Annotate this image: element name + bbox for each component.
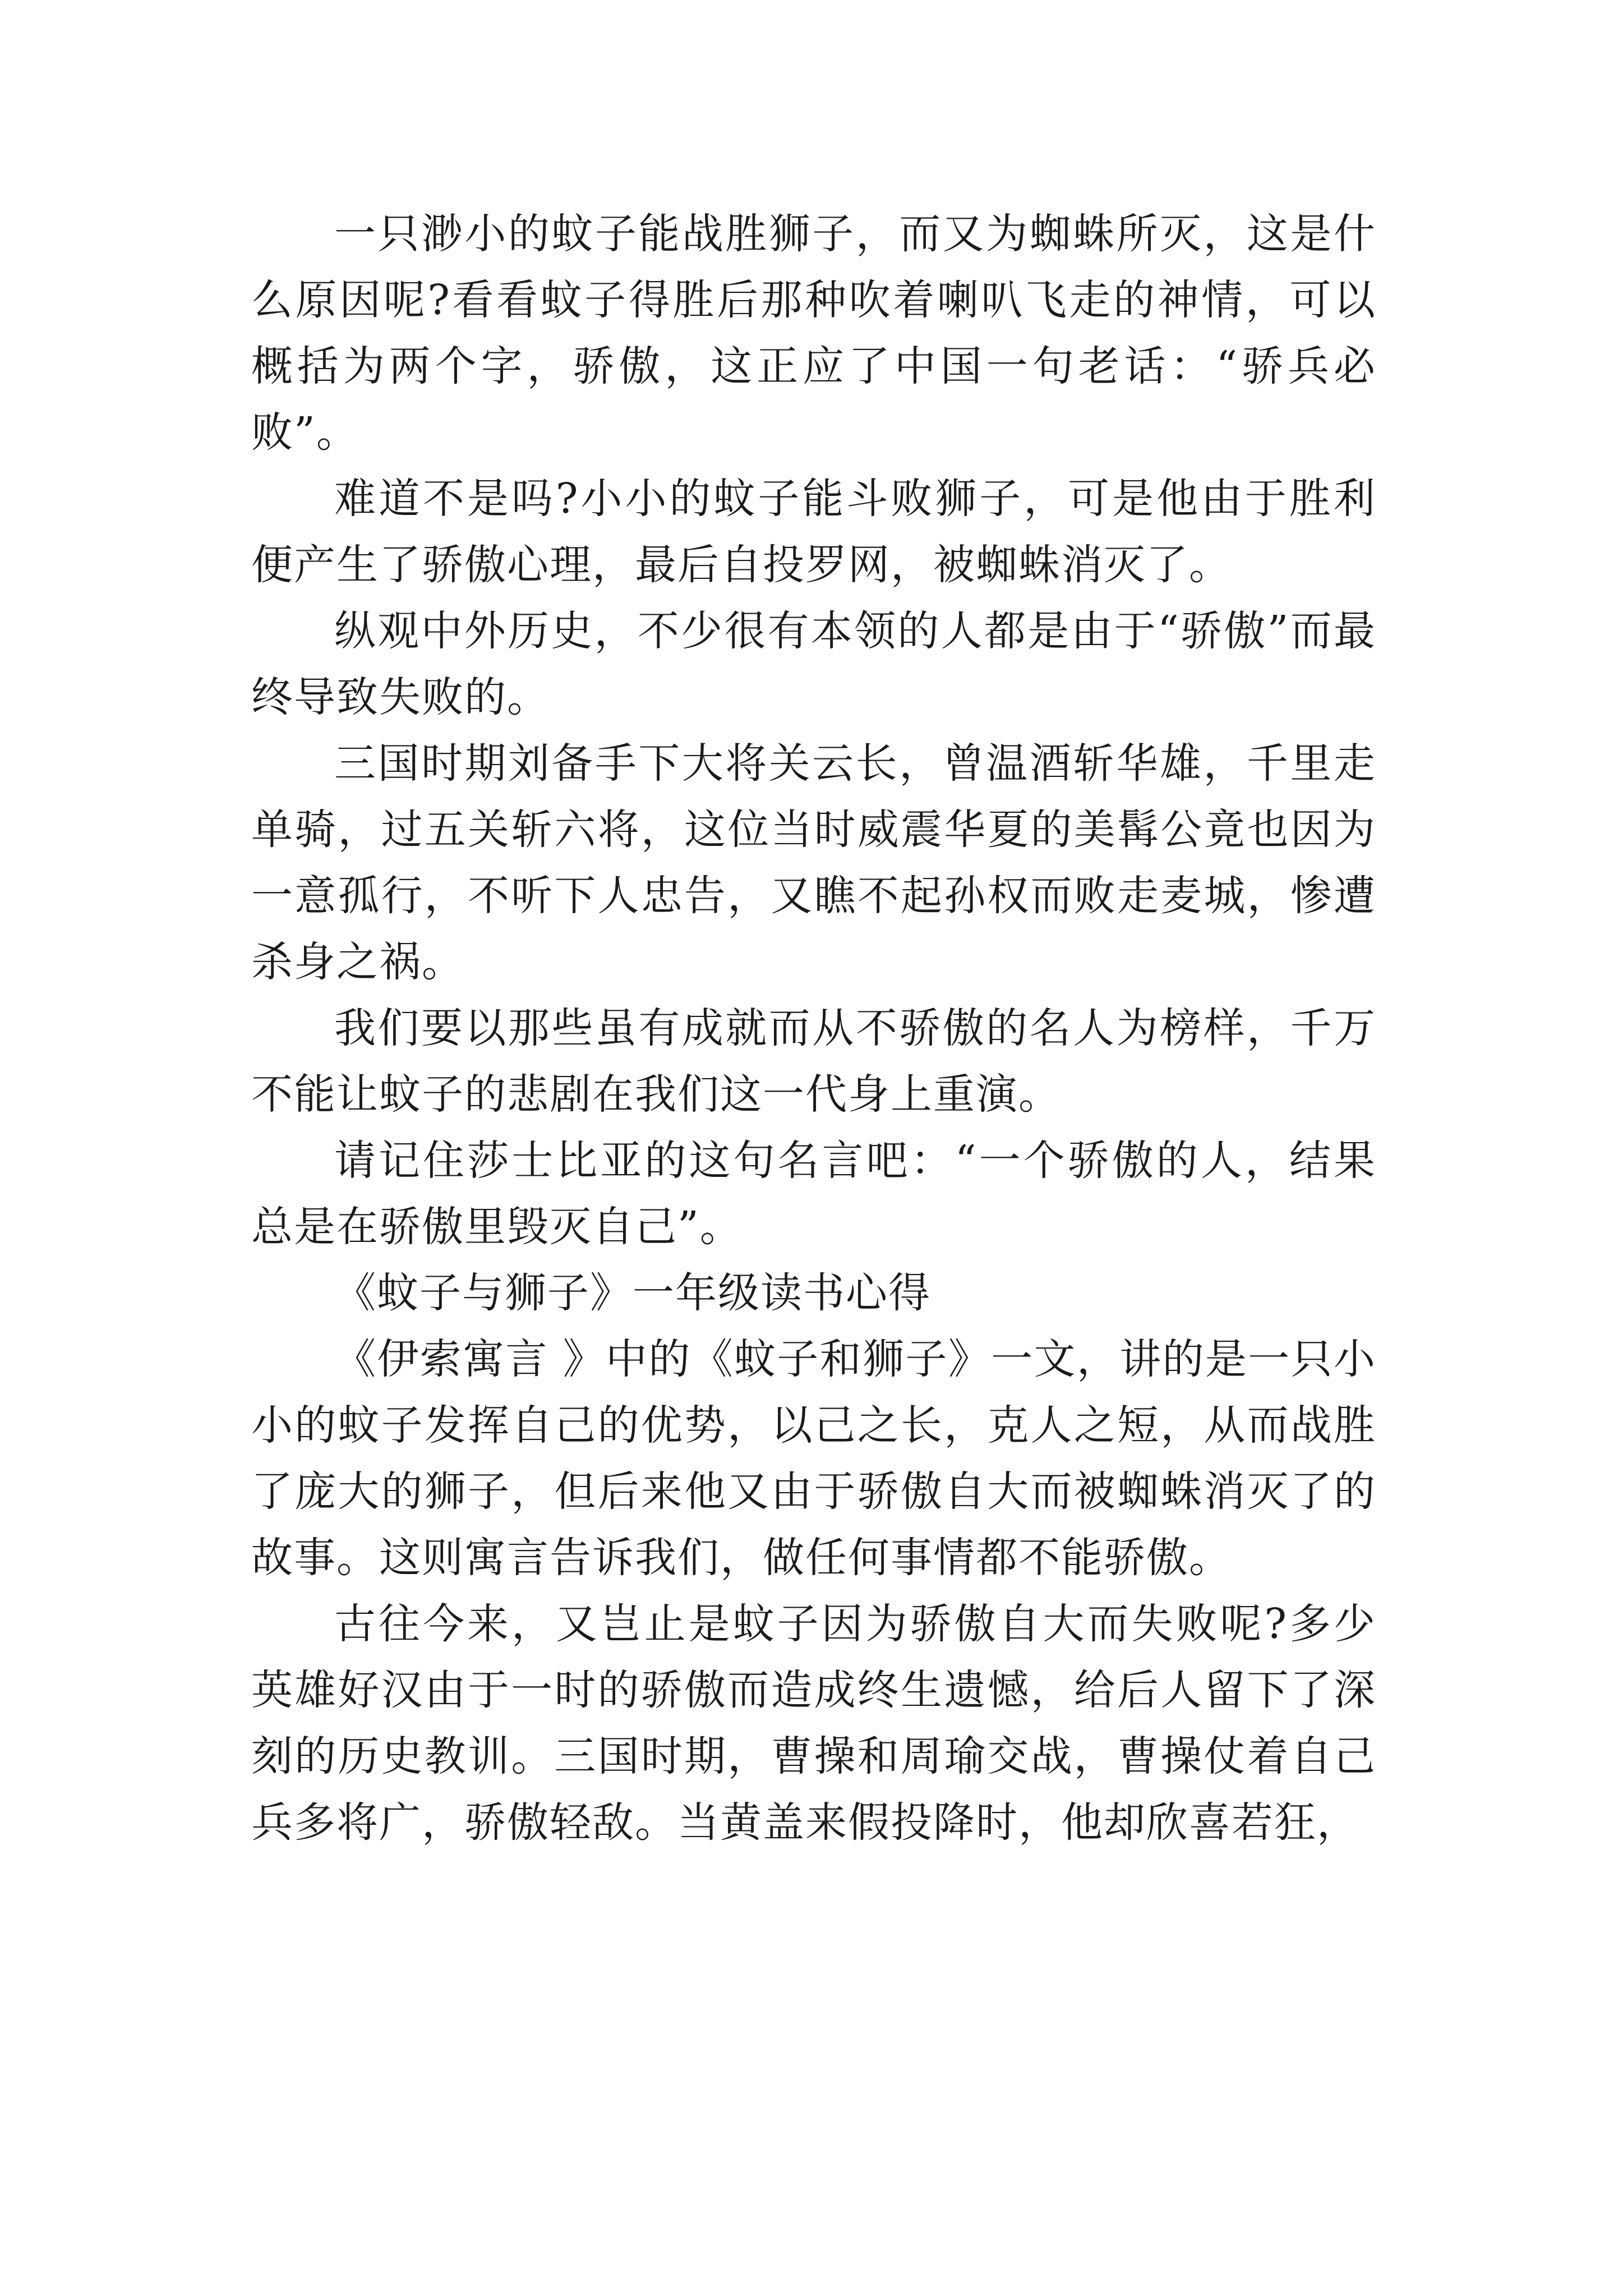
paragraph-6: 请记住莎士比亚的这句名言吧：“一个骄傲的人，结果总是在骄傲里毁灭自己”。 [251, 1137, 1376, 1251]
paragraph-7: 《伊索寓言 》中的《蚊子和狮子》一文，讲的是一只小小的蚊子发挥自己的优势，以己之长，克人之短，从而战胜了庞大的狮子，但后来他又由于骄傲自大而被蜘蛛消灭了的故事。这则寓言告诉我们，做任何事情都不能骄傲。 [251, 1335, 1376, 1582]
paragraph-2: 难道不是吗?小小的蚊子能斗败狮子，可是他由于胜利便产生了骄傲心理，最后自投罗网，被蜘蛛消灭了。 [251, 475, 1376, 589]
paragraph-8: 古往今来，又岂止是蚊子因为骄傲自大而失败呢?多少英雄好汉由于一时的骄傲而造成终生遗憾，给后人留下了深刻的历史教训。三国时期，曹操和周瑜交战，曹操仗着自己兵多将广，骄傲轻敌。当黄盖来假投降时，他却欣喜若狂， [251, 1600, 1376, 1847]
paragraph-4: 三国时期刘备手下大将关云长，曾温酒斩华雄，千里走单骑，过五关斩六将，这位当时威震华夏的美髯公竟也因为一意孤行，不听下人忠告，又瞧不起孙权而败走麦城，惨遭杀身之祸。 [251, 739, 1376, 986]
paragraph-1: 一只渺小的蚊子能战胜狮子，而又为蜘蛛所灭，这是什么原因呢?看看蚊子得胜后那种吹着喇叭飞走的神情，可以概括为两个字，骄傲，这正应了中国一句老话：“骄兵必败”。 [251, 210, 1376, 457]
paragraph-3: 纵观中外历史，不少很有本领的人都是由于“骄傲”而最终导致失败的。 [251, 607, 1376, 721]
paragraph-5: 我们要以那些虽有成就而从不骄傲的名人为榜样，千万不能让蚊子的悲剧在我们这一代身上重演。 [251, 1004, 1376, 1119]
section-subtitle: 《蚊子与狮子》一年级读书心得 [334, 1269, 931, 1317]
document-body [251, 201, 1376, 1856]
